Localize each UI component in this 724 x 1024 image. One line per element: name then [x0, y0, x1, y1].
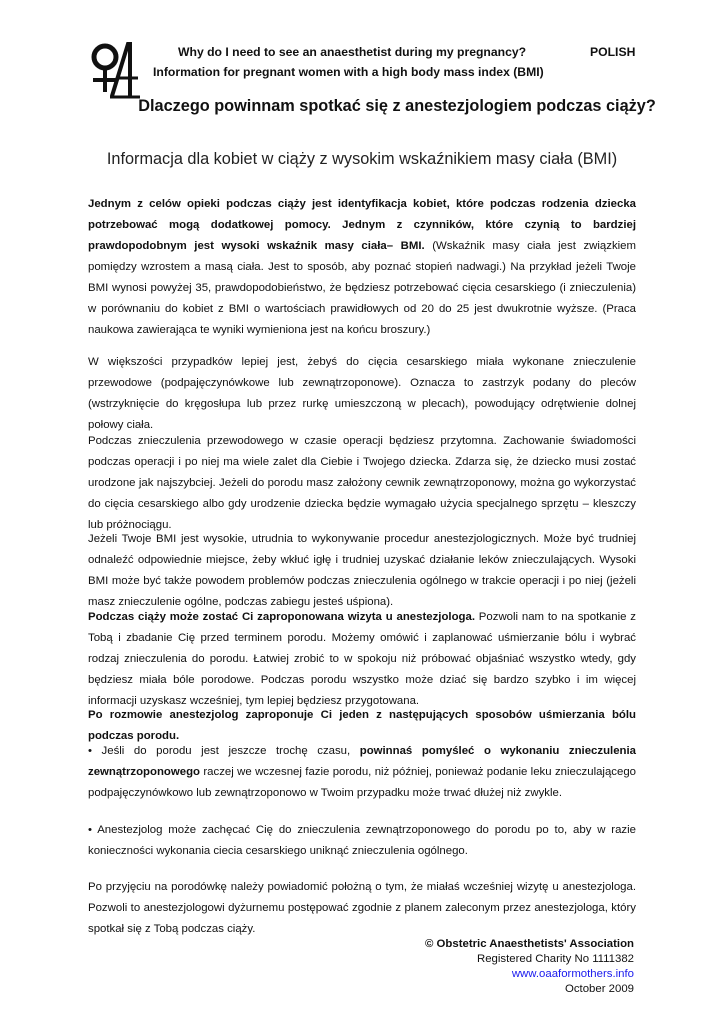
paragraph-5-bold: Podczas ciąży może zostać Ci zaproponowana wizyta u anestezjologa. [88, 611, 475, 623]
page-title: Dlaczego powinnam spotkać się z anestezjologiem podczas ciąży? [138, 97, 656, 115]
paragraph-5-text: Pozwoli nam to na spotkanie z Tobą i zbadanie Cię przed terminem porodu. Możemy omówić i zaplanować uśmierzanie bólu i wybrać rodzaj znieczulenia do porodu. Łatwiej zrobić to w spokoju niż próbować objaśniać wszystko wtedy, gdy będziesz miała bóle porodowe. Podczas porodu wszystko może dziać się bardzo szybko i im więcej informacji uzyskasz wcześniej, tym lepiej będziesz przygotowana. [88, 611, 636, 707]
oaa-logo [86, 40, 140, 100]
page-subtitle: Informacja dla kobiet w ciąży z wysokim wskaźnikiem masy ciała (BMI) [106, 150, 618, 168]
footer-website-link[interactable]: www.oaaformothers.info [511, 968, 634, 980]
footer-date: October 2009 [564, 983, 634, 995]
bullet-2: • Anestezjolog może zachęcać Cię do znieczulenia zewnątrzoponowego do porodu po to, aby w razie konieczności wykonania ciecia cesarskiego uniknąć znieczulenia ogólnego. [88, 824, 636, 857]
bullet-1 [88, 741, 636, 804]
language-label: POLISH [590, 45, 636, 59]
bullet-1-bold: powinnaś pomyśleć o wykonaniu znieczulenia zewnątrzoponowego [88, 745, 636, 778]
header-title-en: Why do I need to see an anaesthetist during my pregnancy? [178, 45, 527, 59]
paragraph-1-text: (Wskaźnik masy ciała jest związkiem pomiędzy wzrostem a masą ciała. Jest to sposób, aby poznać stopień nadwagi.) Na przykład jeżeli Twoje BMI wynosi powyżej 35, prawdopodobieństwo, że będziesz potrzebować cięcia cesarskiego (i znieczulenia) w porównaniu do kobiet z BMI o wartościach prawidłowych od 20 do 25 jest dwukrotnie wyższe. (Praca naukowa zawierająca te wyniki wymieniona jest na końcu broszury.) [88, 240, 636, 336]
header-subtitle-en: Information for pregnant women with a high body mass index (BMI) [153, 65, 544, 79]
bullet-1-text-c: raczej we wczesnej fazie porodu, niż później, ponieważ podanie leku znieczulającego podpajęczynówkowo lub zewnątrzoponowo w Twoim przypadku może trwać dłużej niż zwykle. [88, 766, 636, 799]
bullet-1-text-a: • Jeśli do porodu jest jeszcze trochę czasu, [88, 745, 360, 757]
paragraph-7: Po przyjęciu na porodówkę należy powiadomić położną o tym, że miałaś wcześniej wizytę u anestezjologa. Pozwoli to anestezjologowi dyżurnemu postępować zgodnie z planem zaleconym przez anestezjologa, który spotkał się z Tobą podczas ciąży. [88, 881, 636, 935]
paragraph-3: Podczas znieczulenia przewodowego w czasie operacji będziesz przytomna. Zachowanie świadomości podczas operacji i po niej ma wiele zalet dla Ciebie i Twojego dziecka. Zdarza się, że dziecko musi zostać urodzone jak najszybciej. Jeżeli do porodu masz założony cewnik zewnątrzoponowy, można go wykorzystać do cięcia cesarskiego albo gdy urodzenie dziecka będzie wymagało użycia specjalnego sprzętu – kleszczy lub próżnociągu. [88, 435, 636, 531]
paragraph-1 [88, 194, 636, 341]
paragraph-4: Jeżeli Twoje BMI jest wysokie, utrudnia to wykonywanie procedur anestezjologicznych. Może być trudniej odnaleźć odpowiednie miejsce, żeby wkłuć igłę i trudniej uzyskać działanie leków znieczulających. Wysoki BMI może być także powodem problemów podczas znieczulenia ogólnego w trakcie operacji i po niej (jeżeli masz znieczulenie ogólne, podczas zabiegu jesteś uśpiona). [88, 533, 636, 608]
footer-association: © Obstetric Anaesthetists' Association [424, 938, 634, 950]
paragraph-5 [88, 607, 636, 712]
paragraph-2: W większości przypadków lepiej jest, żebyś do cięcia cesarskiego miała wykonane znieczulenie przewodowe (podpajęczynówkowe lub zewnątrzoponowe). Oznacza to zastrzyk podany do pleców (wstrzyknięcie do kręgosłupa lub przez rurkę umieszczoną w plecach), powodujący odrętwienie dolnej połowy ciała. [88, 356, 636, 431]
paragraph-1-bold: Jednym z celów opieki podczas ciąży jest identyfikacja kobiet, które podczas rodzenia dziecka potrzebować mogą dodatkowej pomocy. Jednym z czynników, które czynią to bardziej prawdopodobnym jest wysoki wskaźnik masy ciała– BMI. [88, 198, 636, 252]
footer-charity: Registered Charity No 1111382 [476, 953, 634, 965]
paragraph-6-bold: Po rozmowie anestezjolog zaproponuje Ci jeden z następujących sposobów uśmierzania bólu podczas porodu. [88, 709, 636, 742]
